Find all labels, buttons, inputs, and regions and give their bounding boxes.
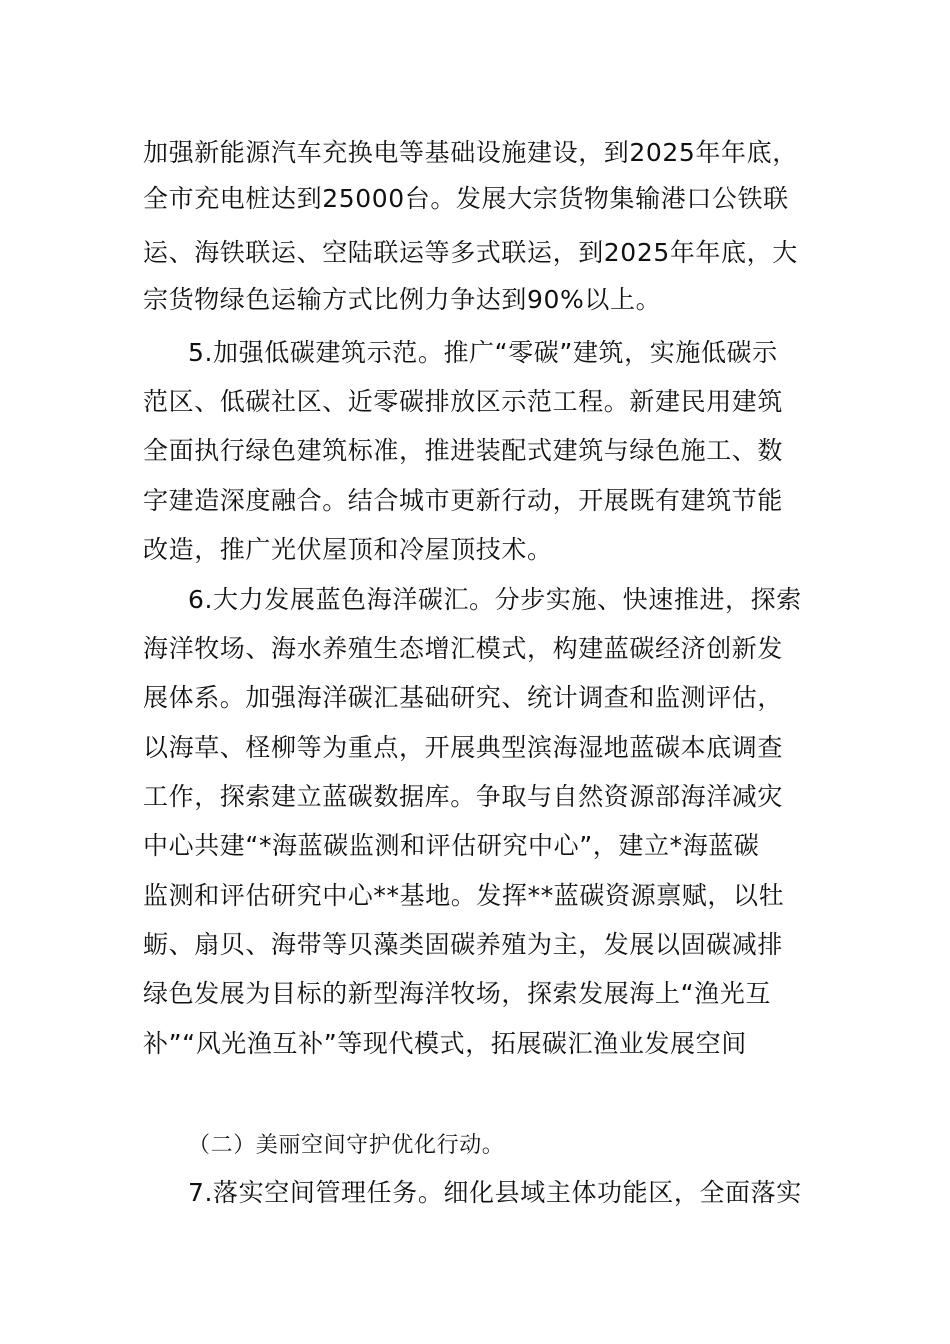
text-line: 展体系。加强海洋碳汇基础研究、统计调查和监测评估， xyxy=(143,683,784,712)
section-heading: （二）美丽空间守护优化行动。 xyxy=(188,1133,505,1158)
text-line: 运、海铁联运、空陆联运等多式联运，到2025年年底，大 xyxy=(143,238,798,267)
text-line: 蛎、扇贝、海带等贝藻类固碳养殖为主，发展以固碳减排 xyxy=(143,930,784,959)
text-line: 海洋牧场、海水养殖生态增汇模式，构建蓝碳经济创新发 xyxy=(143,634,784,663)
text-line: 宗货物绿色运输方式比例力争达到90%以上。 xyxy=(143,285,662,314)
text-line: 改造，推广光伏屋顶和冷屋顶技术。 xyxy=(143,535,553,564)
text-line: 范区、低碳社区、近零碳排放区示范工程。新建民用建筑 xyxy=(143,387,784,416)
paragraph-7-first-line: 7.落实空间管理任务。细化县域主体功能区，全面落实 xyxy=(188,1178,802,1207)
text-line: 全面执行绿色建筑标准，推进装配式建筑与绿色施工、数 xyxy=(143,436,784,465)
paragraph-5-first-line: 5.加强低碳建筑示范。推广“零碳”建筑，实施低碳示 xyxy=(188,338,778,367)
text-line: 补”“风光渔互补”等现代模式，拓展碳汇渔业发展空间 xyxy=(143,1029,747,1058)
text-line: 加强新能源汽车充换电等基础设施建设，到2025年年底， xyxy=(143,138,798,167)
text-line: 工作，探索建立蓝碳数据库。争取与自然资源部海洋减灾 xyxy=(143,782,784,811)
text-line: 监测和评估研究中心**基地。发挥**蓝碳资源禀赋，以牡 xyxy=(143,881,785,910)
text-line: 以海草、柽柳等为重点，开展典型滨海湿地蓝碳本底调查 xyxy=(143,733,784,762)
text-line: 字建造深度融合。结合城市更新行动，开展既有建筑节能 xyxy=(143,486,784,515)
paragraph-6-first-line: 6.大力发展蓝色海洋碳汇。分步实施、快速推进，探索 xyxy=(188,585,802,614)
text-line: 绿色发展为目标的新型海洋牧场，探索发展海上“渔光互 xyxy=(143,979,771,1008)
text-line: 中心共建“*海蓝碳监测和评估研究中心”，建立*海蓝碳 xyxy=(143,831,760,860)
text-line: 全市充电桩达到25000台。发展大宗货物集输港口公铁联 xyxy=(143,184,789,213)
